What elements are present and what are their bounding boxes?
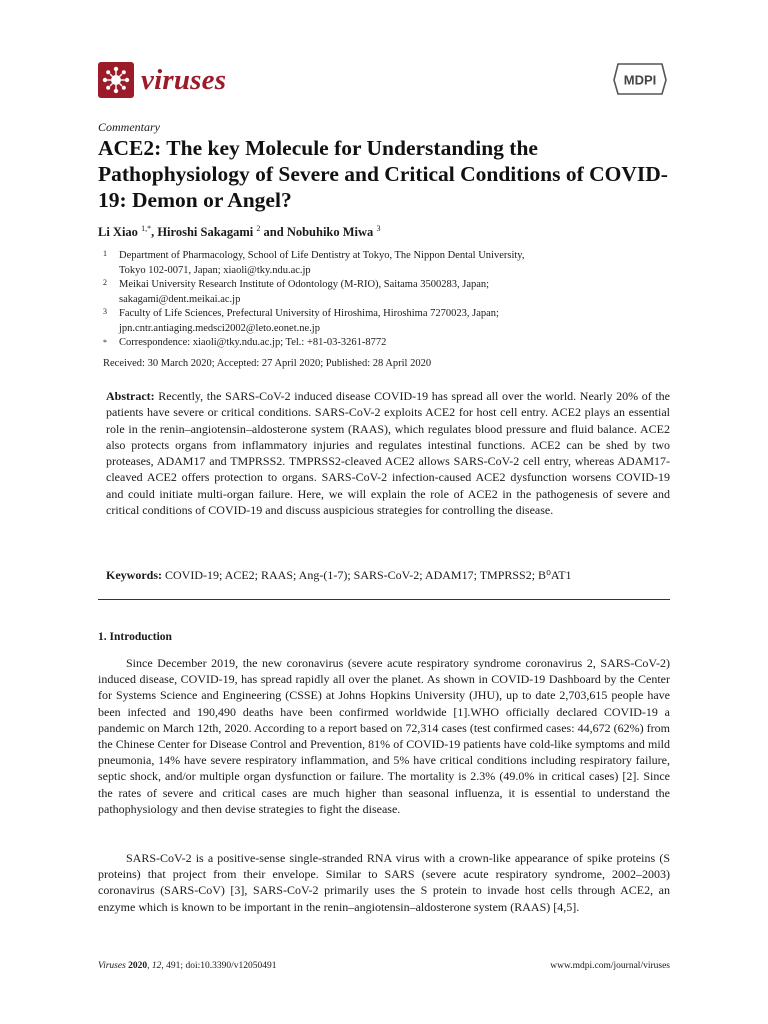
- author-separator: ,: [151, 225, 158, 240]
- affiliation-number: 2: [103, 278, 107, 287]
- affiliation-number: 1: [103, 249, 107, 258]
- author-affiliation-marker: 2: [256, 224, 261, 233]
- author-list: [98, 221, 380, 240]
- footer-volume: 12: [151, 961, 162, 971]
- body-paragraph: Since December 2019, the new coronavirus (severe acute respiratory syndrome coronavirus 2, SARS-CoV-2) induced disease, COVID-19, has spread rapidly all over the planet. As shown in COVID-19 Dashboard by the Center for Systems Science and Engineering (CSSE) at Johns Hopkins University (JHU), up to date 2,703,615 people have been infected and 190,490 deaths have been confirmed worldwide [1].WHO officially declared COVID-19 a pandemic on March 12th, 2020. According to a report based on 72,314 cases (test confirmed cases: 44,672 (62%) from the Chinese Center for Disease Control and Prevention, 81% of COVID-19 patients have cold-like symptoms and mild pneumonia, 14% have severe respiratory inflammation, and 5% have critical conditions including respiratory failure, septic shock, and/or multiple organ dysfunction or failure. The mortality is 2.3% (49.0% in critical cases) [2]. Since the rates of severe and critical cases are much higher than seasonal influenza, it is essential to understand the pathophysiology and then devise strategies to fight the disease.: [98, 656, 670, 816]
- affiliation-line: sakagami@dent.meikai.ac.jp: [119, 294, 241, 305]
- author-name[interactable]: Hiroshi Sakagami: [157, 225, 254, 240]
- abstract-text: Recently, the SARS-CoV-2 induced disease COVID-19 has spread all over the world. Nearly 20% of the patients have severe or critical conditions. SARS-CoV-2 exploits ACE2 for host cell entry. ACE2 plays an essential role in the renin–angiotensin–aldosterone system (RAAS), which regulates blood pressure and fluid balance. ACE2 also protects organs from inflammatory injuries and regulates intestinal functions. ACE2 can be shed by two proteases, ADAM17 and TMPRSS2. TMPRSS2-cleaved ACE2 allows SARS-CoV-2 cell entry, whereas ADAM17-cleaved ACE2 offers protection to organs. SARS-CoV-2 infection-caused ACE2 dysfunction worsens COVID-19 and could initiate multi-organ failure. Here, we will explain the role of ACE2 in the pathogenesis of severe and critical conditions of COVID-19 and discuss auspicious strategies for controlling the disease.: [106, 389, 670, 518]
- author-affiliation-marker: 1,*: [141, 224, 152, 233]
- mdpi-logo[interactable]: [610, 60, 670, 98]
- section-heading: 1. Introduction: [98, 631, 172, 643]
- affiliation-line: Faculty of Life Sciences, Prefectural University of Hiroshima, Hiroshima 7270023, Japan;: [119, 308, 499, 319]
- article-type: Commentary: [98, 120, 160, 134]
- paper-title: ACE2: The key Molecule for Understanding the Pathophysiology of Severe and Critical Conditions of COVID-19: Demon or Angel?: [98, 136, 668, 212]
- keywords-label: Keywords:: [106, 568, 162, 582]
- publication-dates: Received: 30 March 2020; Accepted: 27 April 2020; Published: 28 April 2020: [103, 358, 432, 369]
- section-divider: [98, 599, 670, 600]
- journal-url[interactable]: www.mdpi.com/journal/viruses: [550, 961, 670, 971]
- citation-footer: Viruses 2020, 12, 491; doi:10.3390/v12050491: [98, 961, 277, 971]
- correspondence-line: Correspondence: xiaoli@tky.ndu.ac.jp; Tel.: +81-03-3261-8772: [119, 337, 387, 348]
- footer-journal: Viruses: [98, 961, 126, 971]
- correspondence-marker: *: [103, 338, 107, 347]
- keywords: [106, 567, 670, 583]
- author-separator: and: [260, 225, 287, 240]
- keywords-text: COVID-19; ACE2; RAAS; Ang-(1-7); SARS-CoV-2; ADAM17; TMPRSS2; B⁰AT1: [165, 568, 572, 582]
- author-name[interactable]: Nobuhiko Miwa: [286, 225, 374, 240]
- virus-icon: [98, 62, 134, 98]
- affiliation-line: Meikai University Research Institute of Odontology (M-RIO), Saitama 3500283, Japan;: [119, 279, 490, 290]
- footer-doi[interactable]: doi:10.3390/v12050491: [185, 961, 277, 971]
- affiliation-line: Department of Pharmacology, School of Life Dentistry at Tokyo, The Nippon Dental University,: [119, 250, 525, 261]
- author-affiliation-marker: 3: [376, 224, 381, 233]
- abstract: [106, 388, 670, 518]
- publisher-label: MDPI: [623, 72, 657, 88]
- footer-year: 2020: [128, 961, 148, 971]
- affiliation-number: 3: [103, 307, 107, 316]
- journal-name[interactable]: viruses: [141, 64, 227, 96]
- author-name[interactable]: Li Xiao: [98, 225, 138, 240]
- footer-pages: 491: [166, 961, 181, 971]
- abstract-label: Abstract:: [106, 389, 155, 403]
- affiliation-line: jpn.cntr.antiaging.medsci2002@leto.eonet.ne.jp: [119, 323, 320, 334]
- body-paragraph: SARS-CoV-2 is a positive-sense single-stranded RNA virus with a crown-like appearance of spike proteins (S proteins) that project from their envelope. Similar to SARS (severe acute respiratory syndrome, 2002–2003) coronavirus (SARS-CoV) [3], SARS-CoV-2 primarily uses the S protein to invade host cells through ACE2, an enzyme which is known to be important in the renin–angiotensin–aldosterone system (RAAS) [4,5].: [98, 851, 670, 914]
- affiliation-line: Tokyo 102-0071, Japan; xiaoli@tky.ndu.ac.jp: [119, 265, 311, 276]
